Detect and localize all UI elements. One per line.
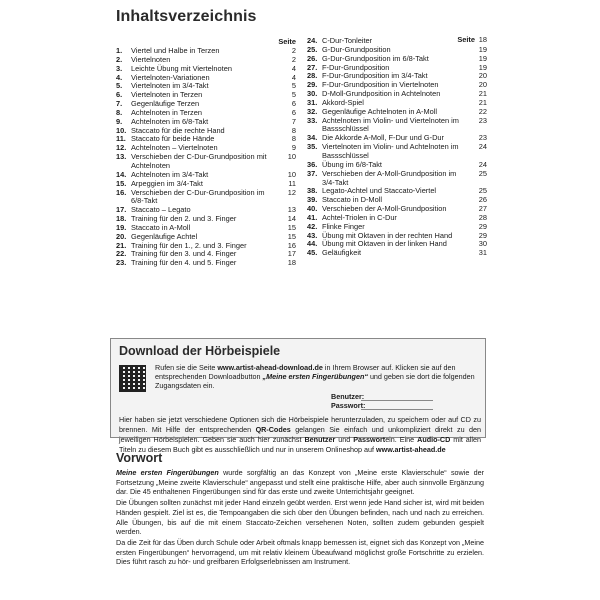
toc-entry-title: Staccato – Legato: [131, 205, 191, 215]
toc-entry-title: Viertelnoten im Violin- und Achtelnoten im Bassschlüssel: [322, 142, 459, 160]
toc-entry-page: 20: [478, 80, 487, 90]
toc-entry-number: 37.: [307, 168, 318, 178]
toc-entry-title: Viertelnoten in Terzen: [131, 90, 203, 100]
toc-entry-page: 4: [291, 72, 296, 82]
toc-entry-title: Training für den 1., 2. und 3. Finger: [131, 240, 247, 250]
toc-entry-number: 5.: [116, 81, 123, 91]
toc-entry-number: 23.: [116, 258, 127, 268]
toc-entry-number: 30.: [307, 89, 318, 99]
toc-entry-title: Viertelnoten-Variationen: [131, 72, 210, 82]
toc-entry[interactable]: [307, 117, 487, 135]
toc-entry-title: F-Dur-Grundposition im 3/4-Takt: [322, 71, 428, 81]
toc-entry-title: G-Dur-Grundposition im 6/8-Takt: [322, 53, 429, 63]
toc-entry-title: Achtelnoten im Violin- und Viertelnoten im Bassschlüssel: [322, 115, 459, 134]
intro-text-2: in Ihrem Browser auf. Klicken sie auf den entsprechenden Downloadbutton: [155, 363, 456, 381]
toc-entry[interactable]: [116, 259, 296, 268]
toc-entry-title: Akkord-Spiel: [322, 97, 364, 107]
toc-entry-number: 2.: [116, 54, 123, 64]
toc-entry-number: 22.: [116, 249, 127, 259]
toc-entry-title: Achtelnoten – Viertelnoten: [131, 143, 218, 153]
toc-entry-number: 44.: [307, 239, 318, 249]
vorwort-text: [116, 468, 484, 567]
toc-entry-page: 12: [287, 187, 296, 197]
toc-entry-number: 38.: [307, 186, 318, 196]
toc-entry-title: Verschieben der C-Dur-Grundposition mit Achtelnoten: [131, 152, 267, 170]
toc-entry-number: 6.: [116, 90, 123, 100]
passwort-bold: Passwort: [353, 435, 386, 444]
toc-entry-page: 23: [478, 115, 487, 125]
toc-entry-page: 2: [291, 54, 296, 64]
vorwort-paragraph-3: Da die Zeit für das Üben durch Schule oder Arbeit oftmals knapp bemessen ist, eignet sich das Konzept von „Meine ersten Fingerübungen“ hervorragend, um mit relativ kleinem Übeaufwand möglichst große Fortschritte zu erzielen. Dies führt rasch zu hör- und greifbaren Erfolgserlebnissen am Instrument.: [116, 537, 484, 567]
toc-entry-number: 45.: [307, 248, 318, 258]
toc-entry-page: 19: [478, 53, 487, 63]
toc-entry-page: 9: [291, 143, 296, 153]
toc-entry-page: 26: [478, 195, 487, 205]
toc-entry-page: 24: [478, 142, 487, 152]
toc-entry-number: 13.: [116, 152, 127, 162]
download-box: [110, 338, 486, 454]
toc-entry-title: Staccato für die rechte Hand: [131, 125, 225, 135]
toc-entry-title: Achtelnoten im 6/8-Takt: [131, 116, 209, 126]
benutzer-bold: Benutzer: [304, 435, 336, 444]
toc-entry-number: 29.: [307, 80, 318, 90]
toc-entry-title: Arpeggien im 3/4-Takt: [131, 178, 203, 188]
toc-entry-page: 28: [478, 212, 487, 222]
toc-entry-title: Flinke Finger: [322, 221, 365, 231]
toc-entry-number: 35.: [307, 142, 318, 152]
audio-cd-bold: Audio-CD: [417, 435, 451, 444]
toc-entry-number: 16.: [116, 187, 127, 197]
toc-entry-page: 14: [287, 214, 296, 224]
toc-entry-title: D-Moll-Grundposition in Achtelnoten: [322, 89, 441, 99]
toc-entry-page: 30: [478, 239, 487, 249]
toc-entry-number: 21.: [116, 240, 127, 250]
toc-entry-number: 26.: [307, 53, 318, 63]
toc-entry-title: Verschieben der A-Moll-Grundposition: [322, 204, 447, 214]
toc-entry-title: F-Dur-Grundposition in Viertelnoten: [322, 80, 439, 90]
toc-entry-page: 5: [291, 90, 296, 100]
qr-code-icon[interactable]: [119, 365, 146, 392]
toc-entry-page: 8: [291, 134, 296, 144]
user-field[interactable]: [361, 400, 433, 401]
toc-entry-page: 25: [478, 186, 487, 196]
vorwort-paragraph-2: Die Übungen sollten zunächst mit jeder Hand einzeln geübt werden. Erst wenn jede Hand sicher ist, wird mit beiden Händen gespielt. Ziel ist es, die Tempoangaben die sich über den Übungen befinden, nach und nach zu erreichen. Alle Übungen, bis auf die mit einem Staccato-Zeichen versehenen Noten, sollten zudem gebunden gespielt werden.: [116, 498, 484, 537]
toc-entry-page: 31: [478, 248, 487, 258]
toc-entry-page: 6: [291, 99, 296, 109]
toc-entry-number: 19.: [116, 222, 127, 232]
toc-list-right: [307, 37, 487, 258]
toc-entry-title: F-Dur-Grundposition: [322, 62, 390, 72]
toc-entry-number: 24.: [307, 36, 318, 45]
intro-text-1: Rufen sie die Seite: [155, 363, 216, 372]
toc-entry-page: 15: [287, 231, 296, 241]
toc-entry-page: 21: [478, 89, 487, 99]
toc-entry-title: Leichte Übung mit Viertelnoten: [131, 63, 232, 73]
toc-entry-number: 14.: [116, 169, 127, 179]
toc-entry-page: 10: [287, 169, 296, 179]
toc-entry-number: 10.: [116, 125, 127, 135]
toc-entry[interactable]: [307, 249, 487, 258]
download-button-name: „Meine ersten Fingerübungen“: [262, 372, 368, 381]
body-text-4: mit allen Titeln zu diesem Buch gibt es ausschließlich und nur in unserem Onlineshop auf: [119, 435, 481, 454]
toc-entry-page: 21: [478, 97, 487, 107]
toc-entry-page: 19: [478, 44, 487, 54]
toc-entry-number: 31.: [307, 97, 318, 107]
toc-entry-title: Legato-Achtel und Staccato-Viertel: [322, 186, 437, 196]
toc-entry-title: Die Akkorde A-Moll, F-Dur und G-Dur: [322, 133, 444, 143]
pass-field[interactable]: [361, 409, 433, 410]
toc-entry-page: 29: [478, 230, 487, 240]
toc-entry-page: 27: [478, 204, 487, 214]
toc-entry-title: Training für den 3. und 4. Finger: [131, 249, 237, 259]
und-text: und: [338, 435, 351, 444]
toc-header-left: [116, 37, 296, 47]
toc-entry-page: 6: [291, 107, 296, 117]
vorwort-title: Vorwort: [116, 451, 163, 465]
shop-url-link[interactable]: www.artist-ahead.de: [376, 445, 446, 454]
toc-entry-page: 17: [287, 249, 296, 259]
toc-entry-title: Achtel-Triolen in C-Dur: [322, 212, 397, 222]
toc-entry[interactable]: [307, 37, 487, 46]
toc-entry-title: Training für den 4. und 5. Finger: [131, 258, 237, 268]
download-body: [119, 415, 481, 455]
toc-entry-number: 20.: [116, 231, 127, 241]
toc-entry-title: Gegenläufige Achtelnoten in A-Moll: [322, 106, 438, 116]
toc-entry-page: 2: [291, 46, 296, 55]
toc-entry-number: 27.: [307, 62, 318, 72]
toc-entry-title: Geläufigkeit: [322, 248, 362, 258]
toc-entry-number: 17.: [116, 205, 127, 215]
toc-entry-page: 20: [478, 71, 487, 81]
vorwort-p1-text: wurde sorgfältig an das Konzept von „Meine erste Klavierschule“ sowie der Fortsetzung „Meine zweite Klavierschule“ angepasst und stellt eine praktische Hilfe, aber auch sinnvolle Ergänzung dar. Die 45 enthaltenen Fingerübungen sind für das erste und zweite Unterrichtsjahr geeignet.: [116, 468, 485, 497]
download-intro: [155, 363, 480, 390]
toc-entry-page: 19: [478, 62, 487, 72]
toc-entry-number: 15.: [116, 178, 127, 188]
toc-entry-page: 25: [478, 168, 487, 178]
toc-entry-number: 28.: [307, 71, 318, 81]
intro-text-3: und geben sie dort die folgenden Zugangsdaten ein.: [155, 372, 475, 390]
toc-entry-number: 39.: [307, 195, 318, 205]
toc-entry-number: 33.: [307, 115, 318, 125]
toc-entry-page: 11: [288, 178, 296, 188]
toc-entry-page: 29: [478, 221, 487, 231]
toc-entry-page: 7: [291, 116, 296, 126]
toc-entry-title: Übung mit Oktaven in der rechten Hand: [322, 230, 453, 240]
qr-bold: QR-Codes: [255, 425, 291, 434]
toc-entry-title: Training für den 2. und 3. Finger: [131, 214, 237, 224]
download-url-link[interactable]: www.artist-ahead-download.de: [217, 363, 323, 372]
toc-entry-page: 8: [291, 125, 296, 135]
toc-entry-number: 43.: [307, 230, 318, 240]
toc-entry-title: Achtelnoten in Terzen: [131, 107, 202, 117]
toc-entry-number: 41.: [307, 212, 318, 222]
toc-entry-number: 36.: [307, 159, 318, 169]
toc-entry-number: 4.: [116, 72, 123, 82]
toc-entry-page: 15: [287, 222, 296, 232]
toc-title: Inhaltsverzeichnis: [116, 8, 257, 25]
toc-entry-page: 10: [287, 152, 296, 162]
toc-entry[interactable]: [116, 153, 296, 171]
toc-entry-title: G-Dur-Grundposition: [322, 44, 391, 54]
seite-label-left: Seite: [278, 37, 296, 46]
toc-entry-title: Verschieben der A-Moll-Grundposition im 3/4-Takt: [322, 168, 457, 187]
toc-entry-number: 8.: [116, 107, 123, 117]
toc-entry-title: Gegenläufige Terzen: [131, 99, 200, 109]
pass-label: Passwort:: [331, 401, 366, 410]
toc-entry-title: Viertelnoten: [131, 54, 171, 64]
toc-entry[interactable]: [307, 143, 487, 161]
toc-list-left: [116, 47, 296, 268]
toc-entry[interactable]: [307, 170, 487, 188]
toc-entry-title: Gegenläufige Achtel: [131, 231, 198, 241]
toc-entry-number: 9.: [116, 116, 123, 126]
toc-entry-number: 34.: [307, 133, 318, 143]
toc-entry-number: 3.: [116, 63, 123, 73]
toc-entry-page: 18: [287, 258, 296, 268]
vorwort-book-title: Meine ersten Fingerübungen: [116, 468, 219, 477]
toc-column-left: [116, 37, 296, 268]
toc-entry-number: 12.: [116, 143, 127, 153]
toc-entry-title: Verschieben der C-Dur-Grundposition im 6/8-Takt: [131, 187, 265, 206]
toc-first-page-right: 18: [478, 35, 487, 44]
body-text-1: Hier haben sie jetzt verschiedene Optionen sich die Hörbeispiele herunterzuladen, zu speichern oder auf CD zu brennen. Mit Hilfe der entsprechenden: [119, 415, 481, 434]
toc-entry-number: 42.: [307, 221, 318, 231]
toc-entry-title: Staccato in A-Moll: [131, 222, 191, 232]
toc-entry[interactable]: [116, 189, 296, 207]
toc-entry-page: 23: [478, 133, 487, 143]
toc-entry-number: 40.: [307, 204, 318, 214]
user-label: Benutzer:: [331, 392, 365, 401]
toc-entry-number: 18.: [116, 214, 127, 224]
toc-entry-page: 24: [478, 159, 487, 169]
toc-entry-title: C-Dur-Tonleiter: [322, 36, 373, 45]
vorwort-paragraph-1: [116, 468, 484, 497]
toc-entry-title: Viertelnoten im 3/4-Takt: [131, 81, 209, 91]
toc-entry-title: Achtelnoten im 3/4-Takt: [131, 169, 209, 179]
toc-entry-number: 25.: [307, 44, 318, 54]
body-text-3: ein. Eine: [385, 435, 415, 444]
toc-entry-number: 11.: [116, 134, 126, 144]
seite-label-right: Seite: [457, 35, 475, 44]
toc-entry-title: Übung im 6/8-Takt: [322, 159, 382, 169]
toc-entry-title: Staccato in D-Moll: [322, 195, 382, 205]
toc-entry-page: 22: [478, 106, 487, 116]
toc-entry-page: 13: [287, 205, 296, 215]
toc-entry-page: 5: [291, 81, 296, 91]
toc-entry-title: Viertel und Halbe in Terzen: [131, 46, 220, 55]
toc-entry-number: 32.: [307, 106, 318, 116]
toc-entry-title: Übung mit Oktaven in der linken Hand: [322, 239, 447, 249]
download-title: Download der Hörbeispiele: [119, 344, 281, 358]
toc-entry-number: 1.: [116, 46, 123, 55]
toc-column-right: [307, 37, 487, 258]
body-text-2: gelangen Sie einfach und unkompliziert direkt zu den jeweiligen Hörbeispielen. Geben sie auch hier zunächst: [119, 425, 482, 444]
toc-entry-page: 16: [287, 240, 296, 250]
toc-entry-title: Staccato für beide Hände: [131, 134, 215, 144]
toc-entry-number: 7.: [116, 99, 123, 109]
toc-entry-page: 4: [291, 63, 296, 73]
